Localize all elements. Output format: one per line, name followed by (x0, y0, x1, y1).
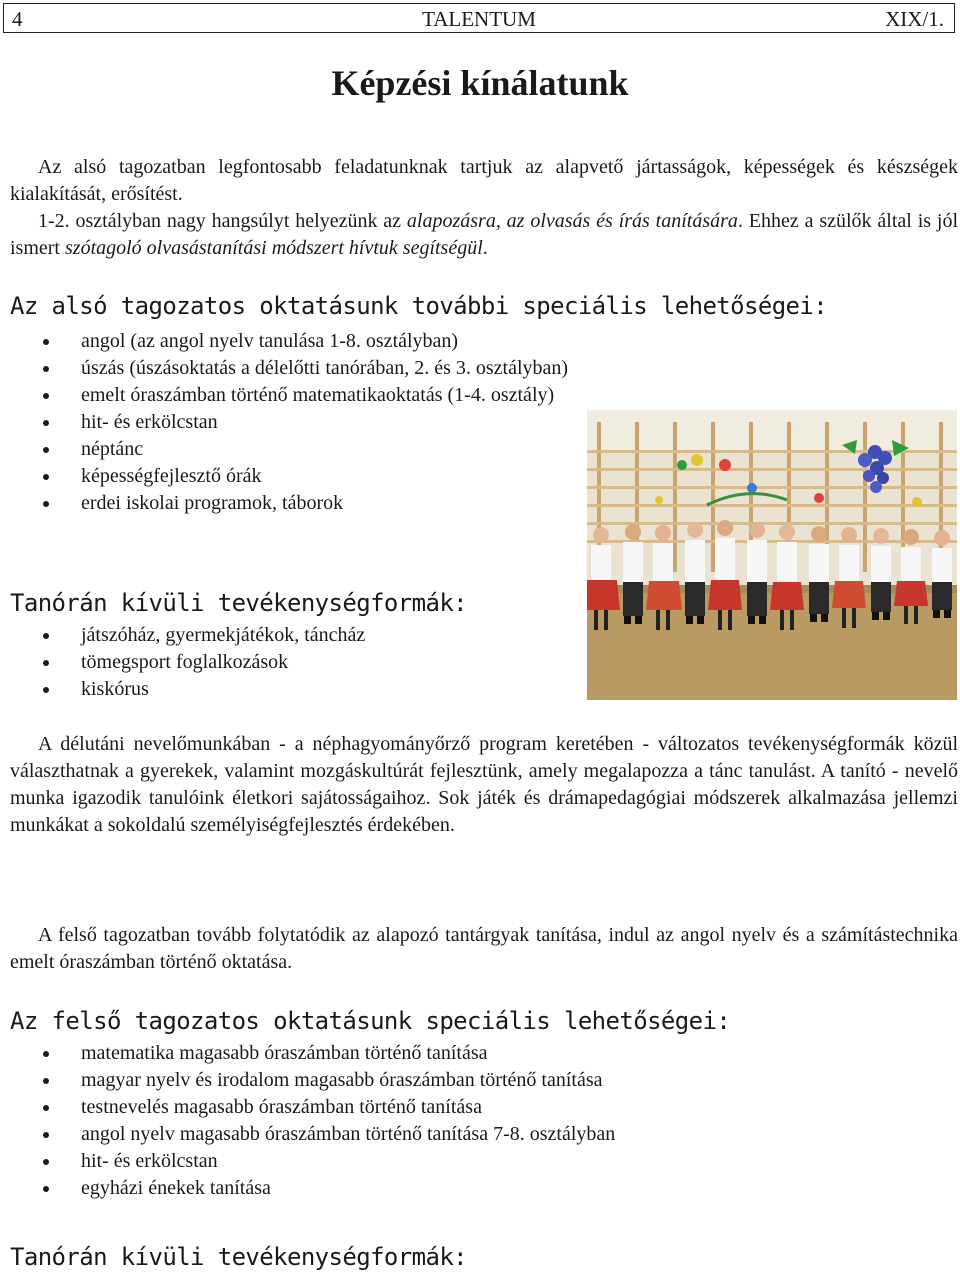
bullet-icon (43, 633, 49, 639)
intro-italic-2: szótagoló olvasástanítási módszert hívtuk segítségül (65, 237, 483, 259)
list-item (0, 328, 568, 355)
list-item-text: néptánc (81, 438, 144, 460)
list-item (0, 1094, 615, 1121)
list-item-text: matematika magasabb óraszámban történő tanítása (81, 1042, 488, 1064)
list-item (0, 436, 568, 463)
intro-paragraph-2 (10, 208, 958, 262)
list-item-text: kiskórus (81, 678, 149, 700)
list-item (0, 1067, 615, 1094)
bullet-icon (43, 660, 49, 666)
intro-text-middle: . Ehhez a szülők által is jól ismert (10, 210, 958, 259)
bullet-icon (43, 339, 49, 345)
list-item-text: képességfejlesztő órák (81, 465, 262, 487)
journal-name: TALENTUM (422, 7, 536, 31)
bullet-icon (43, 1132, 49, 1138)
list-item-text: magyar nyelv és irodalom magasabb óraszámban történő tanítása (81, 1069, 603, 1091)
list-item-text: erdei iskolai programok, táborok (81, 492, 344, 514)
list-item (0, 490, 568, 517)
list-item-text: játszóház, gyermekjátékok, táncház (81, 624, 366, 646)
lower-extra-list (0, 622, 365, 703)
upper-paragraph: A felső tagozatban tovább folytatódik az alapozó tantárgyak tanítása, indul az angol nyelv és a számítástechnika emelt óraszámban történő oktatása. (10, 924, 958, 973)
bullet-icon (43, 1078, 49, 1084)
list-item-text: angol (az angol nyelv tanulása 1-8. osztályban) (81, 330, 459, 352)
bullet-icon (43, 687, 49, 693)
list-item (0, 355, 568, 382)
list-item (0, 382, 568, 409)
list-item-text: emelt óraszámban történő matematikaoktatás (1-4. osztály) (81, 384, 555, 406)
upper-special-heading: Az felső tagozatos oktatásunk speciális lehetőségei: (10, 1007, 731, 1035)
list-item (0, 676, 365, 703)
bullet-icon (43, 420, 49, 426)
bullet-icon (43, 1186, 49, 1192)
lower-special-heading: Az alsó tagozatos oktatásunk további speciális lehetőségei: (10, 292, 828, 320)
bullet-icon (43, 501, 49, 507)
intro-italic-1: alapozásra, az olvasás és írás tanítására (406, 210, 738, 232)
list-item-text: hit- és erkölcstan (81, 1150, 218, 1172)
bullet-icon (43, 393, 49, 399)
lower-extra-heading: Tanórán kívüli tevékenységformák: (10, 589, 468, 617)
intro-text-start: 1-2. osztályban nagy hangsúlyt helyezünk az (38, 210, 407, 232)
list-item (0, 1121, 615, 1148)
intro-paragraph-1: Az alsó tagozatban legfontosabb feladatunknak tartjuk az alapvető jártasságok, képességek és készségek kialakítását, erősítést. (10, 156, 958, 205)
afternoon-paragraph: A délutáni nevelőmunkában - a néphagyományőrző program keretében - változatos tevékenységformák közül választhatnak a gyerekek, valamint mozgáskultúrát fejlesztünk, amely megalapozza a tánc tanulást. A tanító - nevelő munka igazodik tanulóink életkori sajátosságaihoz. Sok játék és drámapedagógiai módszerek alkalmazása jellemzi munkákat a sokoldalú személyiségfejlesztés érdekében. (10, 733, 958, 836)
page-title: Képzési kínálatunk (331, 63, 629, 103)
list-item (0, 463, 568, 490)
lower-special-list (0, 328, 568, 517)
list-item-text: hit- és erkölcstan (81, 411, 218, 433)
children-folk-dance-photo (587, 410, 957, 700)
page-number: 4 (12, 7, 23, 31)
issue-number: XIX/1. (885, 7, 944, 31)
bullet-icon (43, 1105, 49, 1111)
list-item (0, 1148, 615, 1175)
list-item-text: egyházi énekek tanítása (81, 1177, 271, 1199)
bullet-icon (43, 366, 49, 372)
bullet-icon (43, 447, 49, 453)
list-item (0, 1040, 615, 1067)
upper-extra-heading: Tanórán kívüli tevékenységformák: (10, 1243, 468, 1271)
list-item-text: úszás (úszásoktatás a délelőtti tanórában, 2. és 3. osztályban) (81, 357, 569, 379)
list-item (0, 1175, 615, 1202)
bullet-icon (43, 474, 49, 480)
list-item-text: testnevelés magasabb óraszámban történő tanítása (81, 1096, 482, 1118)
page-header (3, 3, 955, 33)
intro-text-end: . (482, 237, 488, 259)
list-item-text: angol nyelv magasabb óraszámban történő tanítása 7-8. osztályban (81, 1123, 616, 1145)
list-item (0, 649, 365, 676)
list-item-text: tömegsport foglalkozások (81, 651, 289, 673)
bullet-icon (43, 1051, 49, 1057)
bullet-icon (43, 1159, 49, 1165)
list-item (0, 622, 365, 649)
upper-special-list (0, 1040, 615, 1202)
list-item (0, 409, 568, 436)
